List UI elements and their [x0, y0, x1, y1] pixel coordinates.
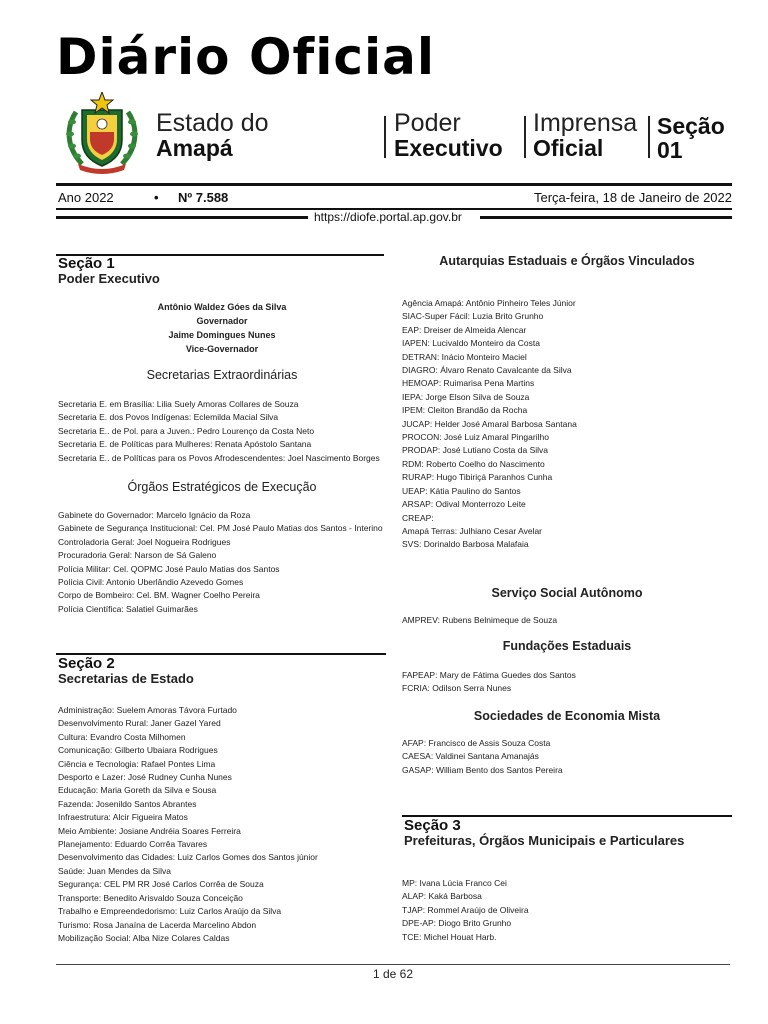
header-divider: [648, 116, 650, 158]
header-section: [657, 114, 725, 162]
secao2-title: Seção 2: [58, 655, 115, 672]
page-number: 1 de 62: [372, 967, 414, 981]
list-item: Polícia Científica: Salatiel Guimarães: [58, 603, 198, 614]
list-item: FCRIA: Odilson Serra Nunes: [402, 683, 512, 694]
secao1-title: Seção 1: [58, 255, 115, 272]
year-label: Ano 2022: [58, 190, 114, 205]
list-item: RDM: Roberto Coelho do Nascimento: [402, 458, 545, 469]
list-item: Meio Ambiente: Josiane Andréia Soares Ferreira: [58, 825, 241, 836]
list-item: Administração: Suelem Amoras Távora Furtado: [58, 705, 237, 715]
list-item: Secretaria E. de Políticas para Mulheres: Renata Apóstolo Santana: [58, 439, 312, 450]
list-item: DETRAN: Inácio Monteiro Maciel: [402, 351, 527, 362]
list-item: CAESA: Valdinei Santana Amanajás: [402, 751, 539, 762]
masthead-title: Diário Oficial: [56, 28, 435, 86]
extra-secretariats-list: [58, 398, 380, 465]
list-item: SIAC-Super Fácil: Luzia Brito Grunho: [402, 311, 544, 322]
header-divider: [384, 116, 386, 158]
list-item: Gabinete de Segurança Institucional: Cel. PM José Paulo Matias dos Santos - Interino: [58, 523, 383, 534]
extra-secretariats-heading: Secretarias Extraordinárias: [146, 368, 298, 382]
strategic-organs-list: [58, 509, 383, 616]
list-item: EAP: Dreiser de Almeida Alencar: [402, 324, 527, 335]
economia-mista-list: [402, 737, 563, 777]
list-item: GASAP: William Bento dos Santos Pereira: [402, 764, 563, 775]
secao3-list: [402, 877, 529, 944]
economia-mista-heading: Sociedades de Economia Mista: [473, 709, 661, 723]
list-item: Segurança: CEL PM RR José Carlos Corrêa de Souza: [58, 879, 264, 890]
secao3-title: Seção 3: [404, 817, 461, 834]
list-item: TCE: Michel Houat Harb.: [402, 931, 497, 942]
list-item: Controladoria Geral: Joel Nogueira Rodrigues: [58, 536, 231, 547]
list-item: MP: Ivana Lúcia Franco Cei: [402, 878, 507, 888]
list-item: Ciência e Tecnologia: Rafael Pontes Lima: [58, 758, 216, 769]
header-state: [156, 110, 269, 160]
strategic-organs-heading: Órgãos Estratégicos de Execução: [127, 480, 317, 494]
press-line2: Oficial: [533, 135, 604, 161]
list-item: PRODAP: José Lutiano Costa da Silva: [402, 445, 548, 456]
list-item: Amapá Terras: Julhiano Cesar Avelar: [402, 525, 543, 536]
list-item: AFAP: Francisco de Assis Souza Costa: [402, 738, 551, 748]
list-item: UEAP: Kátia Paulino do Santos: [402, 485, 521, 496]
list-item: Mobilização Social: Alba Nize Colares Caldas: [58, 932, 230, 943]
list-item: Secretaria E.. de Pol. para a Juven.: Pedro Lourenço da Costa Neto: [58, 425, 315, 436]
power-line1: Poder: [394, 109, 461, 137]
list-item: Secretaria E. dos Povos Indígenas: Eclemilda Macial Silva: [58, 412, 279, 423]
secao2-subtitle: Secretarias de Estado: [58, 671, 194, 686]
list-item: Educação: Maria Goreth da Silva e Sousa: [58, 785, 217, 796]
list-item: HEMOAP: Ruimarisa Pena Martins: [402, 378, 535, 389]
list-item: Polícia Militar: Cel. QOPMC José Paulo Matias dos Santos: [58, 563, 280, 574]
list-item: IAPEN: Lucivaldo Monteiro da Costa: [402, 338, 540, 349]
list-item: SVS: Dorinaldo Barbosa Malafaia: [402, 539, 529, 550]
press-line1: Imprensa: [533, 109, 638, 137]
footer-rule: [56, 964, 730, 965]
list-item: Comunicação: Gilberto Ubaiara Rodrigues: [58, 745, 218, 756]
portal-url-link[interactable]: https://diofe.portal.ap.gov.br: [314, 210, 462, 224]
list-item: FAPEAP: Mary de Fátima Guedes dos Santos: [402, 670, 576, 680]
state-secretariats-list: [58, 704, 318, 945]
list-item: CREAP:: [402, 512, 434, 523]
list-item: Infraestrutura: Alcir Figueira Matos: [58, 812, 188, 823]
autarquias-list: [402, 297, 577, 552]
list-item: Turismo: Rosa Janaína de Lacerda Marcelino Abdon: [58, 919, 257, 930]
list-item: Procuradoria Geral: Narson de Sá Galeno: [58, 550, 217, 561]
list-item: PROCON: José Luiz Amaral Pingarilho: [402, 432, 549, 443]
state-line2: Amapá: [156, 135, 233, 161]
secao1-subtitle: Poder Executivo: [58, 271, 160, 286]
list-item: RURAP: Hugo Tibiriçá Paranhos Cunha: [402, 472, 553, 483]
list-item: Agência Amapá: Antônio Pinheiro Teles Júnior: [402, 298, 576, 308]
section-line1: Seção: [657, 113, 725, 139]
list-item: ARSAP: Odival Monterrozo Leite: [402, 499, 526, 510]
list-item: IEPA: Jorge Elson Silva de Souza: [402, 391, 530, 402]
autarquias-heading: Autarquias Estaduais e Órgãos Vinculados: [439, 254, 695, 268]
list-item: Gabinete do Governador: Marcelo Ignácio da Roza: [58, 510, 251, 520]
governor-block: [56, 300, 388, 356]
list-item: Transporte: Benedito Arisvaldo Souza Conceição: [58, 892, 243, 903]
list-item: DIAGRO: Álvaro Renato Cavalcante da Silva: [402, 365, 572, 376]
header-divider: [524, 116, 526, 158]
url-rule-left: [56, 216, 308, 219]
list-item: Fazenda: Josenildo Santos Abrantes: [58, 798, 197, 809]
secao3-subtitle: Prefeituras, Órgãos Municipais e Particulares: [404, 833, 685, 848]
vice-governor-name: Jaime Domingues Nunes: [168, 330, 276, 340]
bullet-separator: •: [154, 190, 159, 205]
list-item: AMPREV: Rubens Belnimeque de Souza: [402, 615, 558, 625]
list-item: DPE-AP: Diogo Brito Grunho: [402, 918, 512, 929]
list-item: Desenvolvimento das Cidades: Luiz Carlos Gomes dos Santos júnior: [58, 852, 318, 863]
section-line2: 01: [657, 137, 683, 163]
coat-of-arms-emblem: [62, 92, 142, 174]
governor-name: Antônio Waldez Góes da Silva: [157, 302, 287, 312]
list-item: Saúde: Juan Mendes da Silva: [58, 865, 171, 876]
vice-governor-title: Vice-Governador: [185, 344, 259, 354]
header-power: [394, 110, 503, 160]
list-item: JUCAP: Helder José Amaral Barbosa Santana: [402, 418, 577, 429]
state-line1: Estado do: [156, 109, 269, 137]
list-item: Cultura: Evandro Costa Milhomen: [58, 731, 186, 742]
list-item: Trabalho e Empreendedorismo: Luiz Carlos Araújo da Silva: [58, 906, 282, 917]
edition-number: Nº 7.588: [178, 190, 229, 205]
servico-social-list: [402, 614, 557, 627]
list-item: IPEM: Cleiton Brandão da Rocha: [402, 405, 528, 416]
fundacoes-list: [402, 669, 576, 696]
list-item: Planejamento: Eduardo Corrêa Tavares: [58, 839, 208, 850]
governor-title: Governador: [196, 316, 248, 326]
list-item: Polícia Civil: Antonio Uberlândio Azevedo Gomes: [58, 577, 244, 588]
list-item: Desporto e Lazer: José Rudney Cunha Nunes: [58, 772, 232, 783]
list-item: Desenvolvimento Rural: Janer Gazel Yared: [58, 718, 221, 729]
issue-date: Terça-feira, 18 de Janeiro de 2022: [533, 190, 732, 205]
list-item: TJAP: Rommel Araújo de Oliveira: [402, 904, 529, 915]
fundacoes-heading: Fundações Estaduais: [502, 639, 632, 653]
top-rule: [56, 183, 732, 186]
power-line2: Executivo: [394, 135, 503, 161]
list-item: ALAP: Kaká Barbosa: [402, 891, 482, 902]
list-item: Secretaria E.. de Políticas para os Povos Afrodescendentes: Joel Nascimento Borges: [58, 452, 380, 463]
list-item: Secretaria E. em Brasília: Lilia Suely Amoras Collares de Souza: [58, 399, 299, 409]
url-rule-right: [480, 216, 732, 219]
list-item: Corpo de Bombeiro: Cel. BM. Wagner Coelho Pereira: [58, 590, 260, 601]
header-press: [533, 110, 637, 160]
servico-social-heading: Serviço Social Autônomo: [491, 586, 643, 600]
